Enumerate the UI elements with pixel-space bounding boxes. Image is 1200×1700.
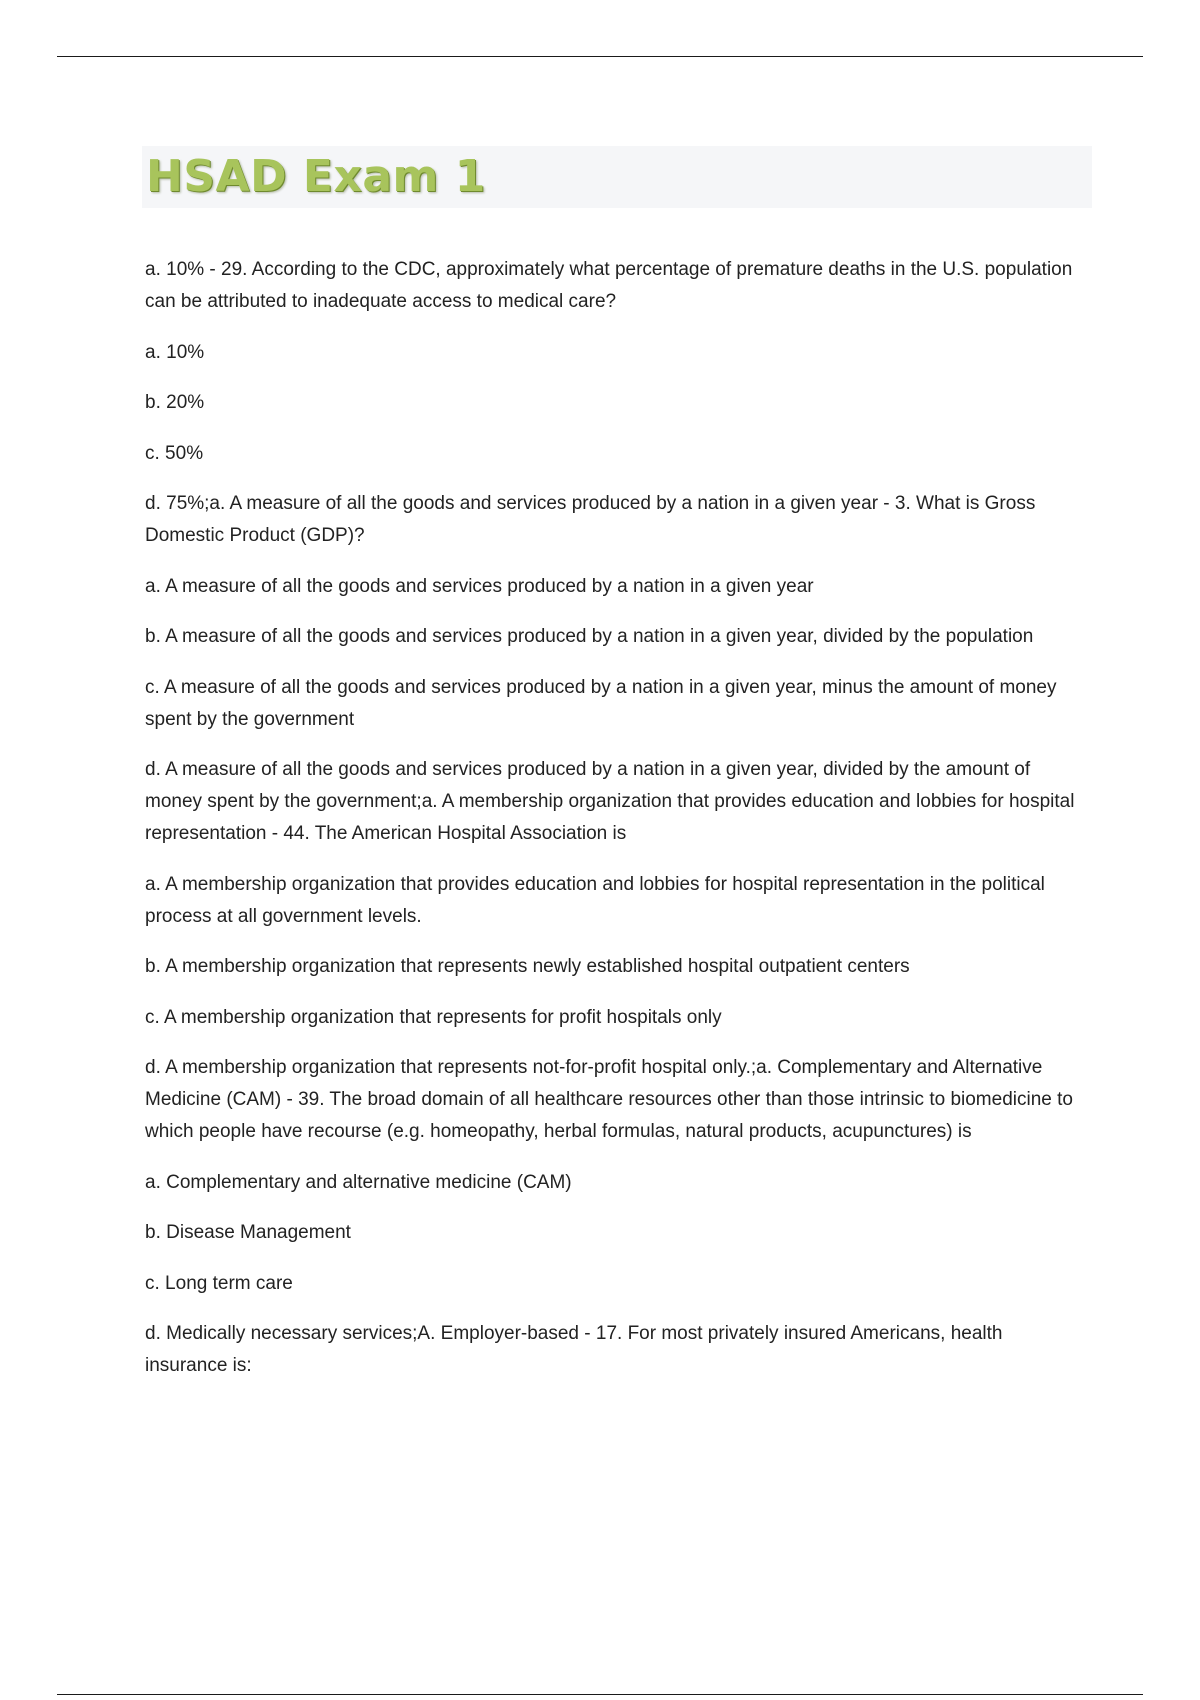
answer-option: b. 20% [145, 392, 205, 413]
question-paragraph: d. 75%;a. A measure of all the goods and services produced by a nation in a given year - 3. What is Gross Domestic Product (GDP)? [145, 493, 1036, 546]
answer-option: b. Disease Management [145, 1222, 351, 1243]
footer-rule [57, 1694, 1143, 1695]
answer-option: a. 10% [145, 341, 205, 363]
page-title: HSAD Exam 1 [146, 151, 486, 202]
answer-option: c. A measure of all the goods and services produced by a nation in a given year, minus the amount of money spent by the government [145, 676, 1057, 730]
answer-option: c. 50% [145, 442, 204, 464]
header-rule [57, 56, 1143, 57]
answer-option: a. A measure of all the goods and services produced by a nation in a given year [145, 575, 814, 597]
answer-option: c. Long term care [145, 1272, 293, 1294]
title-band [142, 146, 1092, 208]
answer-option: b. A membership organization that represents newly established hospital outpatient centers [145, 956, 910, 977]
question-paragraph: d. Medically necessary services;A. Employer-based - 17. For most privately insured Americans, health insurance is: [145, 1323, 1003, 1376]
question-paragraph: d. A measure of all the goods and services produced by a nation in a given year, divided by the amount of money spent by the government;a. A membership organization that provides education and lobbies for hospital representation - 44. The American Hospital Association is [145, 759, 1075, 844]
question-paragraph: a. 10% - 29. According to the CDC, approximately what percentage of premature deaths in the U.S. population can be attributed to inadequate access to medical care? [145, 259, 1073, 312]
document-body [145, 254, 1075, 1401]
answer-option: a. A membership organization that provides education and lobbies for hospital representation in the political process at all government levels. [145, 873, 1045, 927]
answer-option: a. Complementary and alternative medicine (CAM) [145, 1171, 572, 1193]
answer-option: b. A measure of all the goods and services produced by a nation in a given year, divided by the population [145, 626, 1034, 647]
answer-option: c. A membership organization that represents for profit hospitals only [145, 1006, 722, 1028]
question-paragraph: d. A membership organization that represents not-for-profit hospital only.;a. Complementary and Alternative Medicine (CAM) - 39. The broad domain of all healthcare resources other than those intrinsic to biomedicine to which people have recourse (e.g. homeopathy, herbal formulas, natural products, acupunctures) is [145, 1057, 1073, 1142]
